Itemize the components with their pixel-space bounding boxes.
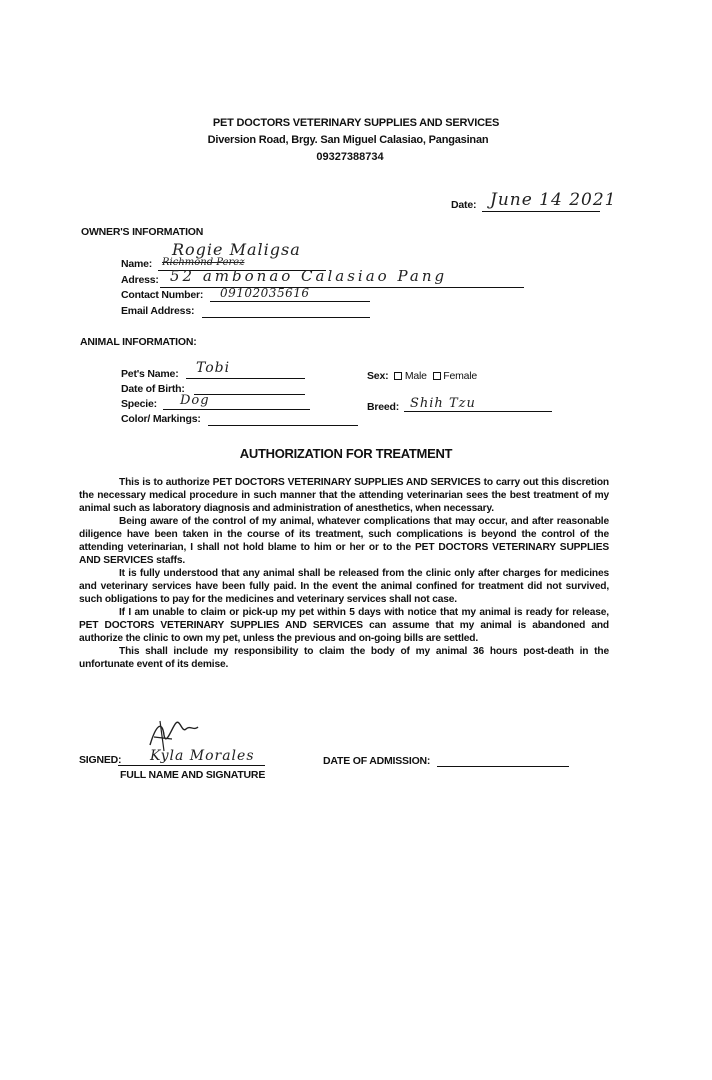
contact-value: 09102035616 [220,286,310,300]
admission-label: DATE OF ADMISSION: [323,755,431,767]
authorization-body [79,476,609,671]
date-line [482,211,600,212]
address-label: Adress: [121,274,159,286]
signed-label: SIGNED: [79,754,122,766]
date-value: June 14 2021 [490,190,617,210]
contact-label: Contact Number: [121,289,204,301]
animal-section-title: ANIMAL INFORMATION: [80,336,197,348]
sex-label: Sex: [367,370,389,382]
breed-value: Shih Tzu [410,396,476,411]
color-label: Color/ Markings: [121,413,201,425]
company-address: Diversion Road, Brgy. San Miguel Calasiao, Pangasinan [207,134,489,146]
name-label: Name: [121,258,153,270]
authorization-paragraph-2: Being aware of the control of my animal, whatever complications that may occur, and after reasonable diligence have been taken in the course of its treatment, such complications is beyond the control of the attending veterinarian, I shall not hold blame to him or her or to the PET DOCTORS VETERINARY SUPPLIES AND SERVICES staffs. [79,516,609,566]
email-line [202,317,370,318]
male-option-label: Male [404,370,427,382]
dob-label: Date of Birth: [121,383,185,395]
authorization-paragraph-4: If I am unable to claim or pick-up my pet within 5 days with notice that my animal is ready for release, PET DOCTORS VETERINARY SUPPLIES AND SERVICES can assume that my animal is abandoned and authorize the clinic to own my pet, unless the previous and on-going bills are settled. [79,607,609,644]
signature-caption: FULL NAME AND SIGNATURE [120,769,266,781]
company-phone: 09327388734 [316,151,384,163]
name-struck-value: Richmond Perez [162,257,245,268]
address-line [160,287,524,288]
signature-line [118,765,265,766]
color-line [208,425,358,426]
owner-section-title: OWNER'S INFORMATION [81,226,204,238]
sex-field [367,370,477,382]
pet-name-line [186,378,305,379]
male-checkbox[interactable] [394,372,402,380]
authorization-paragraph-1: This is to authorize PET DOCTORS VETERINARY SUPPLIES AND SERVICES to carry out this discretion the necessary medical procedure in such manner that the attending veterinarian sees the best treatment of my animal such as laboratory diagnosis and administration of anesthetics, when necessary. [79,477,609,514]
dob-line [194,394,305,395]
address-value: 52 ambonao Calasiao Pang [170,267,448,285]
female-option-label: Female [443,370,478,382]
specie-value: Dog [180,393,210,408]
breed-line [404,411,552,412]
female-checkbox[interactable] [433,372,441,380]
email-label: Email Address: [121,305,195,317]
authorization-paragraph-3: It is fully understood that any animal shall be released from the clinic only after charges for medicines and veterinary services have been fully paid. In the event the animal confined for treatment did not survived, such obligations to pay for the medicines and veterinary services shall not case. [79,568,609,605]
specie-line [163,409,310,410]
authorization-paragraph-5: This shall include my responsibility to claim the body of my animal 36 hours post-death in the unfortunate event of its demise. [79,646,609,670]
name-value: Rogie Maligsa [172,240,301,259]
specie-label: Specie: [121,398,157,410]
company-name: PET DOCTORS VETERINARY SUPPLIES AND SERVICES [212,117,500,129]
authorization-title: AUTHORIZATION FOR TREATMENT [239,446,453,461]
admission-line [437,766,569,767]
date-label: Date: [451,199,477,211]
signed-name: Kyla Morales [150,748,255,764]
contact-line [210,301,370,302]
pet-name-label: Pet's Name: [121,368,179,380]
breed-label: Breed: [367,401,400,413]
pet-name-value: Tobi [196,360,231,376]
